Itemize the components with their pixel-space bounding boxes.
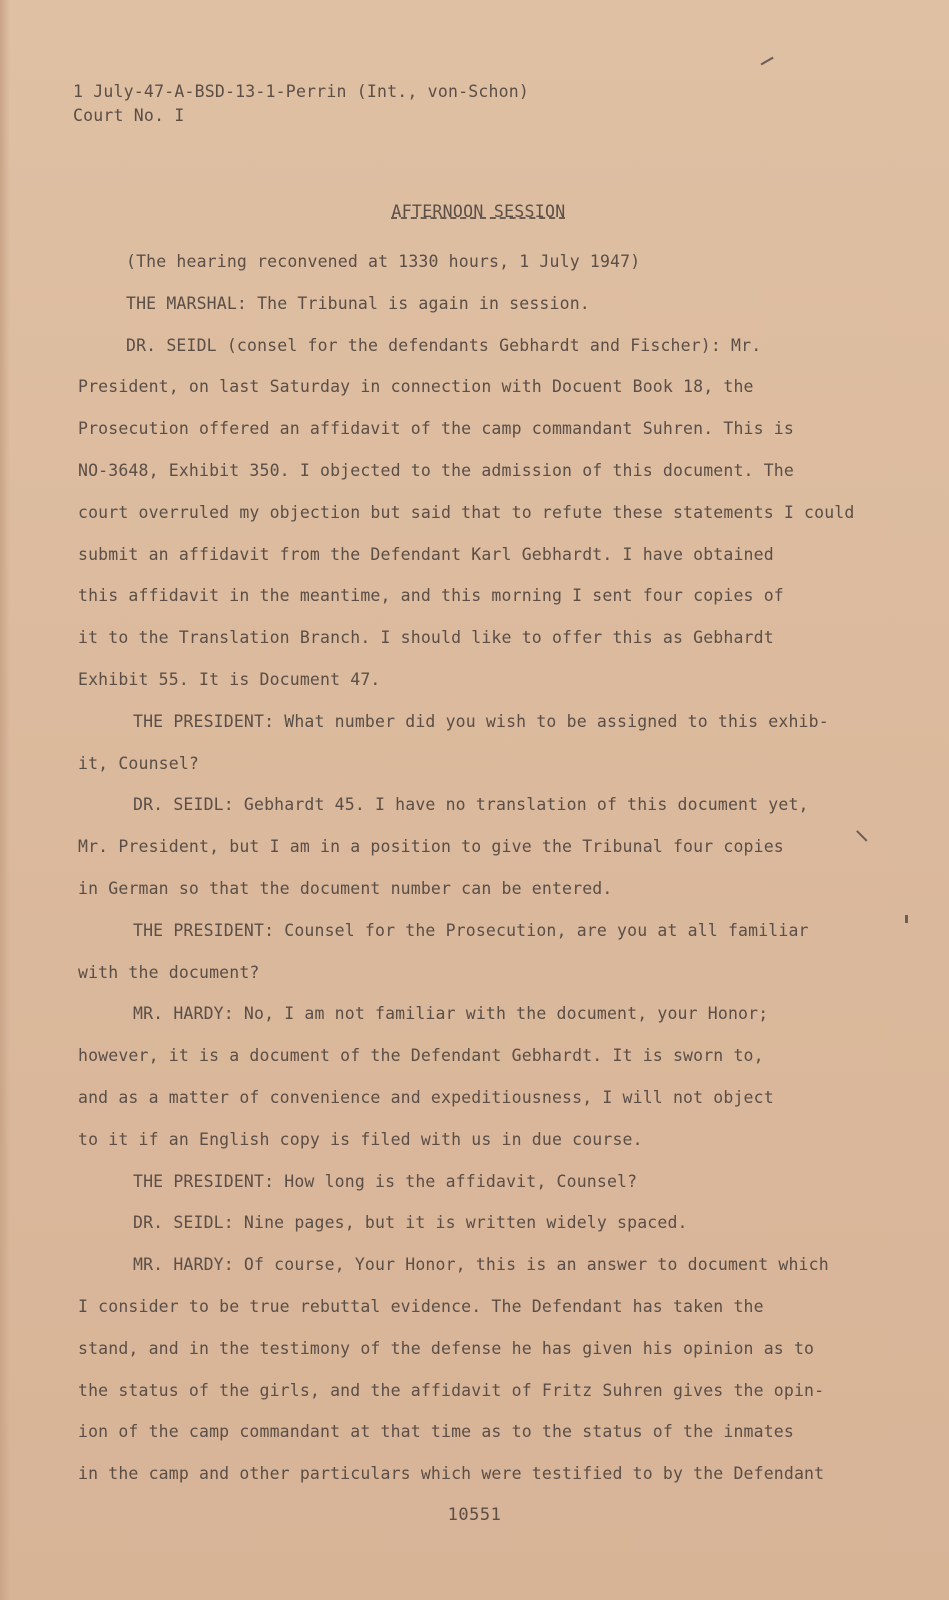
transcript-line: DR. SEIDL: Gebhardt 45. I have no translation of this document yet,	[133, 795, 809, 815]
transcript-line: it to the Translation Branch. I should like to offer this as Gebhardt	[78, 628, 774, 648]
transcript-line: it, Counsel?	[78, 753, 200, 773]
transcript-line: MR. HARDY: Of course, Your Honor, this is an answer to document which	[133, 1255, 829, 1275]
transcript-line: however, it is a document of the Defendant Gebhardt. It is sworn to,	[78, 1046, 764, 1066]
transcript-line: ion of the camp commandant at that time as to the status of the inmates	[78, 1422, 794, 1442]
session-title-text: AFTERNOON SESSION	[391, 202, 566, 221]
transcript-line: Mr. President, but I am in a position to give the Tribunal four copies	[78, 837, 784, 857]
transcript-line: court overruled my objection but said that to refute these statements I could	[78, 502, 855, 522]
transcript-line: the status of the girls, and the affidavit of Fritz Suhren gives the opin-	[78, 1380, 825, 1400]
transcript-line: THE PRESIDENT: Counsel for the Prosecution, are you at all familiar	[133, 920, 809, 940]
pencil-mark	[761, 57, 774, 65]
header-line-1: 1 July-47-A-BSD-13-1-Perrin (Int., von-Schon)	[73, 82, 530, 101]
transcript-line: to it if an English copy is filed with us in due course.	[78, 1129, 643, 1149]
transcript-line: and as a matter of convenience and expeditiousness, I will not object	[78, 1087, 774, 1107]
header-line-2: Court No. I	[73, 106, 185, 125]
page-header	[73, 80, 529, 128]
session-title	[0, 202, 949, 221]
transcript-line: THE PRESIDENT: What number did you wish to be assigned to this exhib-	[133, 711, 829, 731]
transcript-line: in the camp and other particulars which were testified to by the Defendant	[78, 1464, 825, 1484]
transcript-line: NO-3648, Exhibit 350. I objected to the admission of this document. The	[78, 460, 794, 480]
pencil-mark	[905, 915, 908, 923]
transcript-line: THE MARSHAL: The Tribunal is again in session.	[126, 293, 590, 313]
transcript-line: (The hearing reconvened at 1330 hours, 1 July 1947)	[126, 252, 641, 271]
transcript-line: stand, and in the testimony of the defense he has given his opinion as to	[78, 1338, 815, 1358]
transcript-line: DR. SEIDL: Nine pages, but it is written widely spaced.	[133, 1213, 688, 1233]
transcript-line: I consider to be true rebuttal evidence. The Defendant has taken the	[78, 1296, 764, 1316]
transcript-line: with the document?	[78, 962, 260, 982]
transcript-line: DR. SEIDL (consel for the defendants Gebhardt and Fischer): Mr.	[126, 335, 762, 355]
transcript-line: MR. HARDY: No, I am not familiar with the document, your Honor;	[133, 1004, 769, 1024]
transcript-line: in German so that the document number can be entered.	[78, 878, 613, 898]
transcript-line: Exhibit 55. It is Document 47.	[78, 669, 381, 689]
transcript-line: THE PRESIDENT: How long is the affidavit, Counsel?	[133, 1171, 638, 1191]
page-edge-shadow	[0, 0, 10, 1600]
transcript-line: submit an affidavit from the Defendant Karl Gebhardt. I have obtained	[78, 544, 774, 564]
transcript-line: Prosecution offered an affidavit of the camp commandant Suhren. This is	[78, 419, 794, 439]
transcript-line: this affidavit in the meantime, and this morning I sent four copies of	[78, 586, 784, 606]
transcript-line: President, on last Saturday in connection with Docuent Book 18, the	[78, 377, 754, 397]
transcript-body	[78, 241, 878, 1495]
page-number: 10551	[447, 1505, 502, 1525]
